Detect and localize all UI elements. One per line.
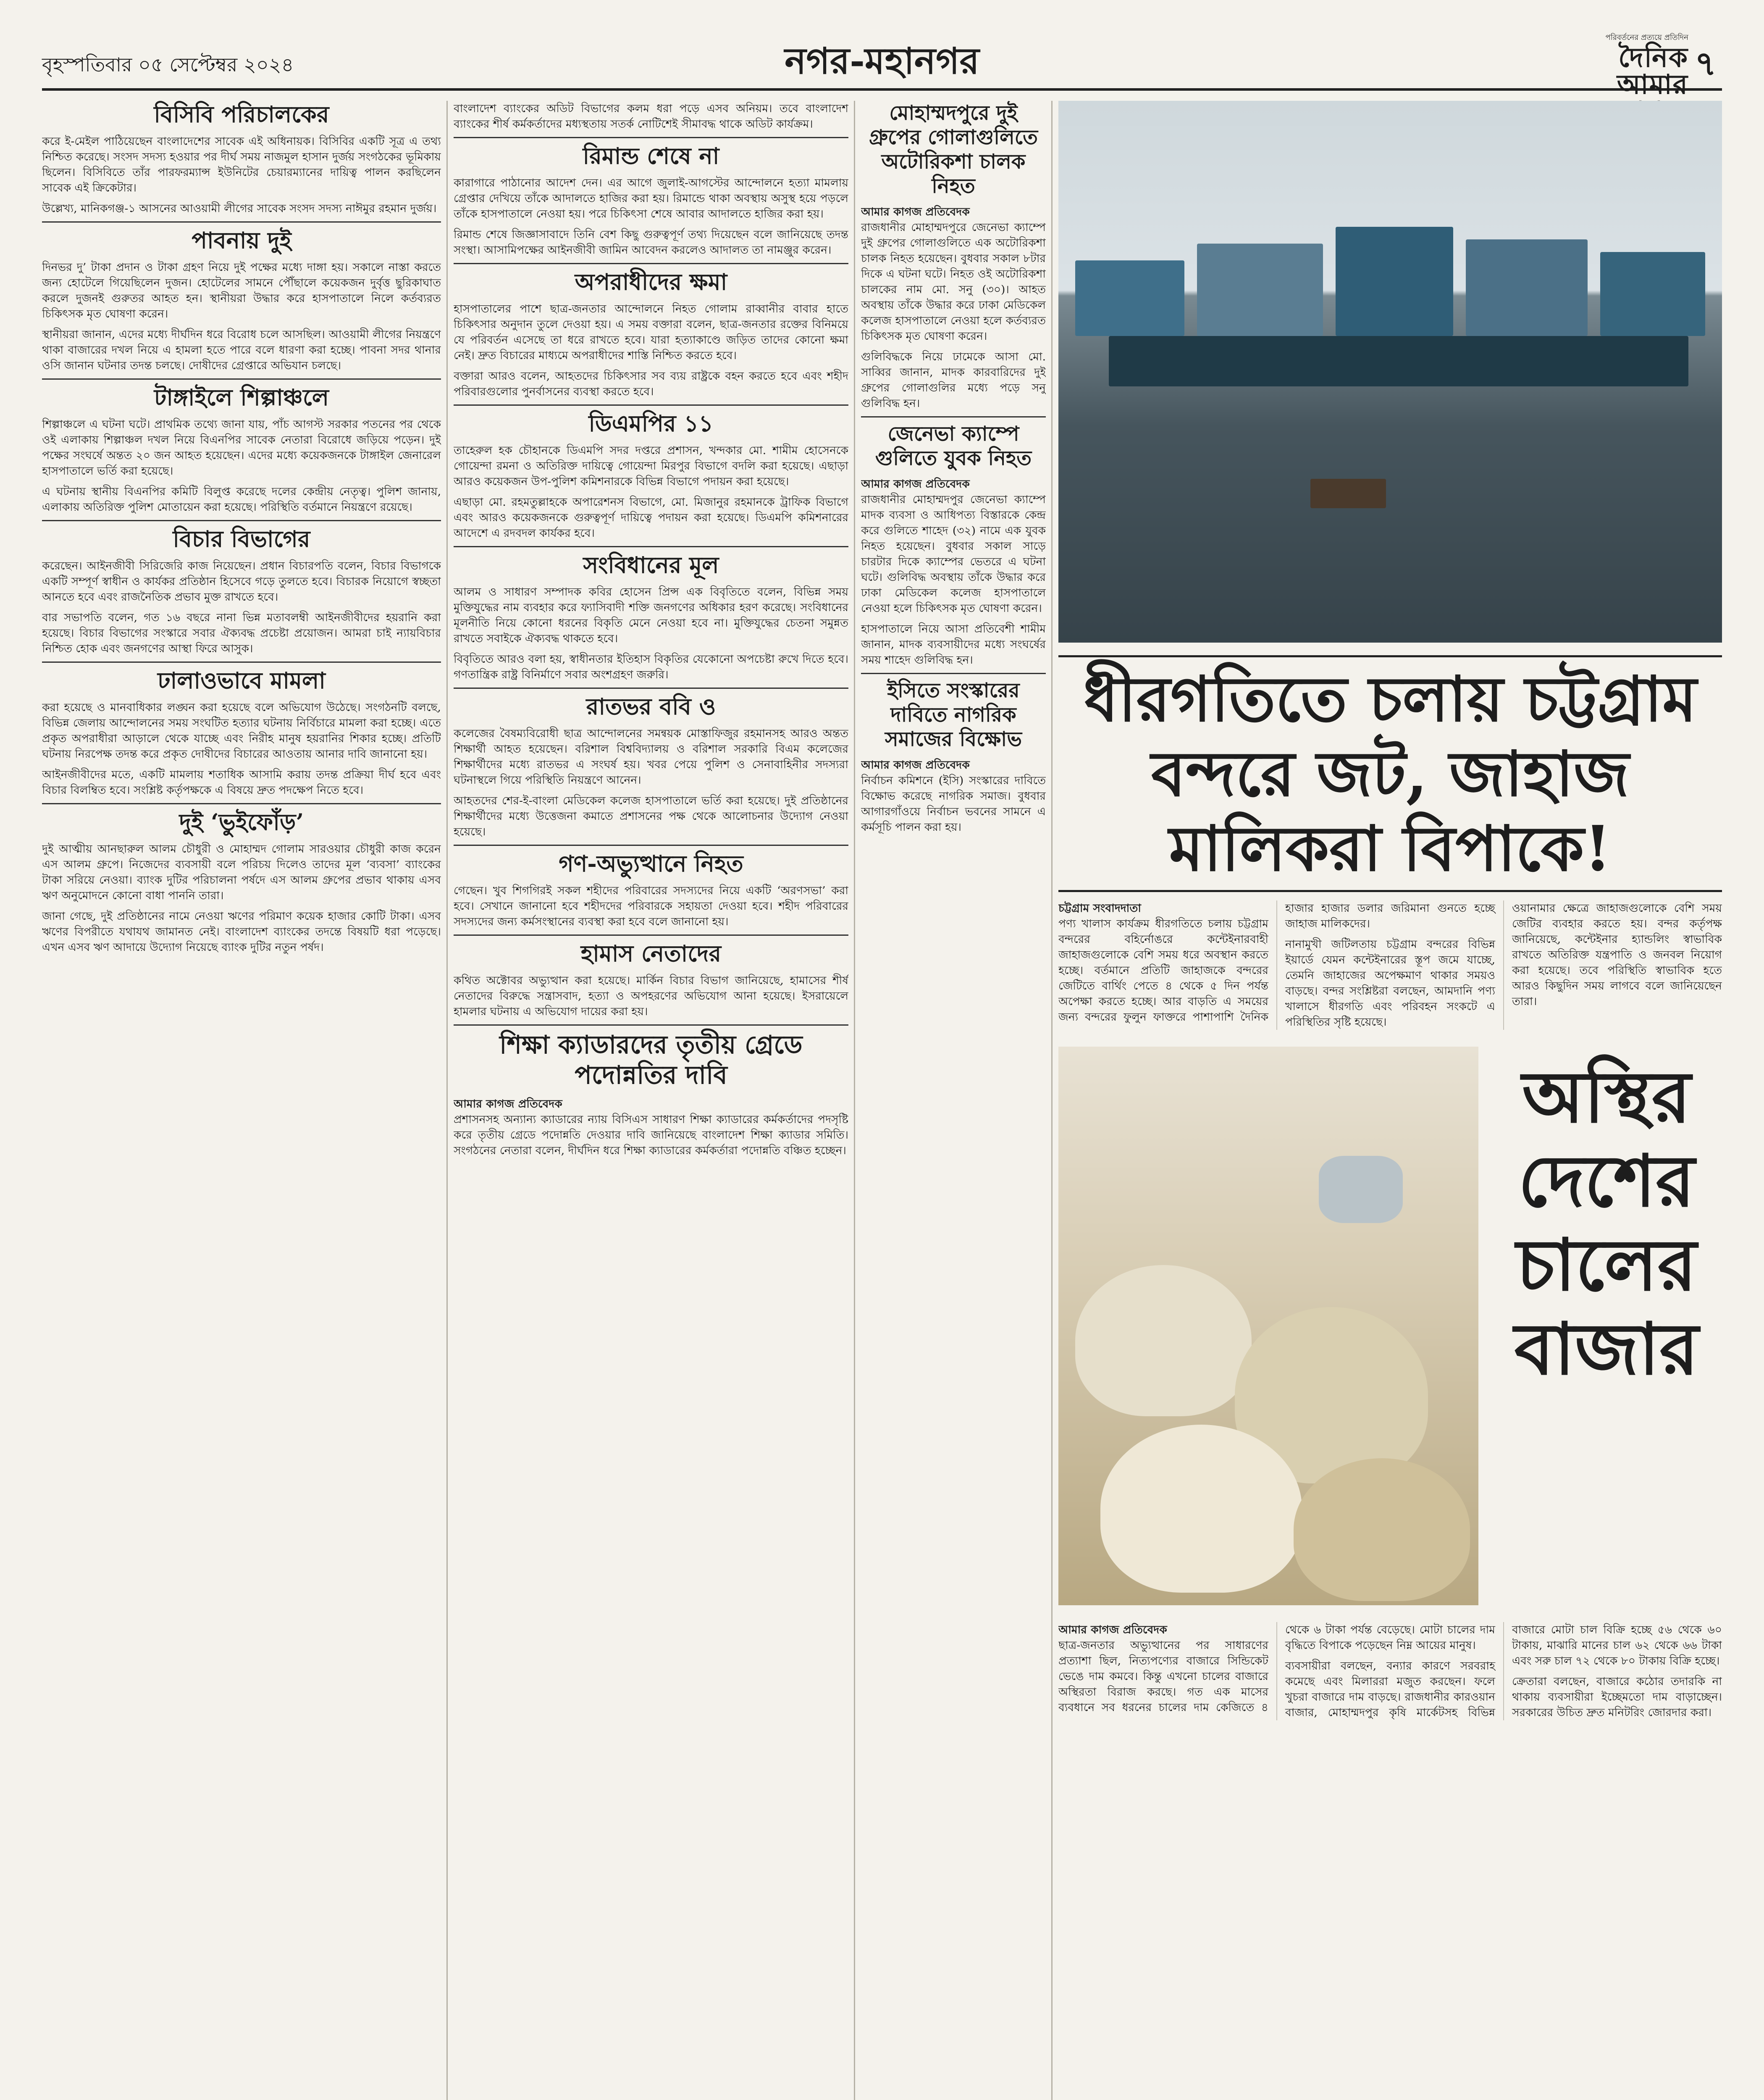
article-text: ব্যবসায়ীরা বলছেন, বন্যার কারণে সরবরাহ কমেছে এবং মিলাররা মজুত করছেন। ফলে খুচরা বাজারে দাম বাড়ছে। রাজধানীর কারওয়ান বাজার, মোহাম্মদপুর কৃষি মার্কেটসহ বিভিন্ন বাজারে মোটা চাল বিক্রি হচ্ছে ৫৬ থেকে ৬০ টাকায়, মাঝারি মানের চাল ৬২ থেকে ৬৬ টাকা এবং সরু চাল ৭২ থেকে ৮০ টাকায় বিক্রি হচ্ছে। — [1285, 1623, 1722, 1719]
headline: দুই ‘ভুইফোঁড়’ — [42, 803, 441, 835]
article-text: হাসপাতালের পাশে ছাত্র-জনতার আন্দোলনে নিহত গোলাম রাব্বানীর বাবার হাতে চিকিৎসার অনুদান তুলে দেওয়া হয়। এ সময় বক্তারা বলেন, ছাত্র-জনতার রক্তের বিনিময়ে যে পরিবর্তন এসেছে তা ধরে রাখতে হবে। যারা হত্যাকাণ্ডে জড়িত তাদের কোনো ক্ষমা নেই। দ্রুত বিচারের মাধ্যমে অপরাধীদের শাস্তি নিশ্চিত করতে হবে। — [454, 302, 848, 362]
article-text: পণ্য খালাস কার্যক্রম ধীরগতিতে চলায় চট্টগ্রাম বন্দরের বহির্নোঙরে কন্টেইনারবাহী জাহাজগুলোকে বেশি সময় ধরে অবস্থান করতে হচ্ছে। বর্তমানে প্রতিটি জাহাজকে বন্দরের জেটিতে বার্থিং পেতে ৪ থেকে ৫ দিন পর্যন্ত অপেক্ষা করতে হচ্ছে। আর বাড়তি এ সময়ের জন্য বন্দরের ফুলুন ফাক্তরে পাশাপাশি দৈনিক হাজার হাজার ডলার জরিমানা গুনতে হচ্ছে জাহাজ মালিকদের। — [1058, 902, 1495, 1024]
headline: হামাস নেতাদের — [454, 934, 848, 967]
masthead — [42, 25, 1722, 100]
article-text: কলেজের বৈষম্যবিরোধী ছাত্র আন্দোলনের সমন্বয়ক মোস্তাফিজুর রহমানসহ আরও অন্তত শিক্ষার্থী আহত হয়েছেন। বরিশাল বিশ্ববিদ্যালয় ও বরিশাল সরকারি বিএম কলেজের শিক্ষার্থীদের মধ্যে রাতভর এ সংঘর্ষ হয়। খবর পেয়ে পুলিশ ও সেনাবাহিনীর সদস্যরা ঘটনাস্থলে গিয়ে পরিস্থিতি নিয়ন্ত্রণে আনেন। — [454, 727, 848, 787]
article-text: রাজধানীর মোহাম্মদপুর জেনেভা ক্যাম্পে মাদক ব্যবসা ও আধিপত্য বিস্তারকে কেন্দ্র করে গুলিতে শাহেদ (৩২) নামে এক যুবক নিহত হয়েছেন। বুধবার সকাল সাড়ে চারটার দিকে ক্যাম্পের ভেতরে এ ঘটনা ঘটে। গুলিবিদ্ধ অবস্থায় তাঁকে উদ্ধার করে ঢাকা মেডিকেল কলেজ হাসপাতালে নেওয়া হলে চিকিৎসক মৃত ঘোষণা করেন। — [861, 493, 1046, 615]
article-text: রাজধানীর মোহাম্মদপুরে জেনেভা ক্যাম্পে দুই গ্রুপের গোলাগুলিতে এক অটোরিকশা চালক নিহত হয়েছেন। বুধবার সকাল ৮টার দিকে এ ঘটনা ঘটে। নিহত ওই অটোরিকশা চালকের নাম মো. সনু (৩০)। আহত অবস্থায় তাঁকে উদ্ধার করে ঢাকা মেডিকেল কলেজ হাসপাতালে নেওয়া হলে কর্তব্যরত চিকিৎসক মৃত ঘোষণা করেন। — [861, 221, 1046, 343]
article-text: বিবৃতিতে আরও বলা হয়, স্বাধীনতার ইতিহাস বিকৃতির যেকোনো অপচেষ্টা রুখে দিতে হবে। গণতান্ত্রিক রাষ্ট্র বিনির্মাণে সবার অংশগ্রহণ জরুরি। — [454, 653, 848, 681]
headline: ইসিতে সংস্কারের দাবিতে নাগরিক সমাজের বিক্ষোভ — [861, 673, 1046, 751]
article-text: নানামুখী জটিলতায় চট্টগ্রাম বন্দরের বিভিন্ন ইয়ার্ডে যেমন কন্টেইনারের স্তূপ জমে যাচ্ছে, তেমনি জাহাজের অপেক্ষমাণ থাকার সময়ও বাড়ছে। বন্দর সংশ্লিষ্টরা বলছেন, আমদানি পণ্য খালাসে ধীরগতি এবং পরিবহন সংকটে এ পরিস্থিতির সৃষ্টি হয়েছে। — [1285, 938, 1495, 1029]
article-text: বার সভাপতি বলেন, গত ১৬ বছরে নানা ভিন্ন মতাবলম্বী আইনজীবীদের হয়রানি করা হয়েছে। বিচার বিভাগের সংস্কারে সবার ঐক্যবদ্ধ প্রচেষ্টা প্রয়োজন। আমরা চাই ন্যায়বিচার নিশ্চিত হোক এবং জনগণের আস্থা ফিরে আসুক। — [42, 611, 441, 655]
headline: মোহাম্মদপুরে দুই গ্রুপের গোলাগুলিতে অটোরিকশা চালক নিহত — [869, 101, 1038, 198]
headline: গণ-অভ্যুত্থানে নিহত — [454, 845, 848, 877]
column-divider — [1051, 101, 1053, 2100]
headline: জেনেভা ক্যাম্পে গুলিতে যুবক নিহত — [861, 416, 1046, 470]
article-text: ওয়ানামার ক্ষেত্রে জাহাজগুলোকে বেশি সময় জেটির ব্যবহার করতে হয়। বন্দর কর্তৃপক্ষ জানিয়েছে, কন্টেইনার হ্যান্ডলিং স্বাভাবিক রাখতে অতিরিক্ত যন্ত্রপাতি ও জনবল নিয়োগ করা হয়েছে। তবে পরিস্থিতি স্বাভাবিক হতে আরও কিছুদিন সময় লাগবে বলে জানিয়েছেন তারা। — [1512, 902, 1722, 1008]
article-text: বক্তারা আরও বলেন, আহতদের চিকিৎসার সব ব্যয় রাষ্ট্রকে বহন করতে হবে এবং শহীদ পরিবারগুলোর পুনর্বাসনের ব্যবস্থা করতে হবে। — [454, 370, 848, 398]
article-text: কারাগারে পাঠানোর আদেশ দেন। এর আগে জুলাই-আগস্টের আন্দোলনে হত্যা মামলায় গ্রেপ্তার দেখিয়ে তাঁকে আদালতে হাজির করা হয়। রিমান্ডে থাকা অবস্থায় অসুস্থ হয়ে পড়লে তাঁকে হাসপাতালে নেওয়া হয়। পরে চিকিৎসা শেষে আবার আদালতে হাজির করা হয়। — [454, 176, 848, 220]
article-text: গেছেন। খুব শিগগিরই সকল শহীদের পরিবারের সদস্যদের নিয়ে একটি ‘অরণসভা’ করা হবে। সেখানে জানানো হবে শহীদদের পরিবারকে সহায়তা দেওয়া হবে। শহীদ পরিবারের সদস্যদের জন্য কর্মসংস্থানের ব্যবস্থা করা হবে বলে জানানো হয়। — [454, 884, 848, 928]
headline: টাঙ্গাইলে শিল্পাঞ্চলে — [42, 378, 441, 411]
article-text: রিমান্ড শেষে জিজ্ঞাসাবাদে তিনি বেশ কিছু গুরুত্বপূর্ণ তথ্য দিয়েছেন বলে জানিয়েছে তদন্ত সংস্থা। আসামিপক্ষের আইনজীবী জামিন আবেদন করলেও আদালত তা নামঞ্জুর করেন। — [454, 228, 848, 257]
article-text: এ ঘটনায় স্থানীয় বিএনপির কমিটি বিলুপ্ত করেছে দলের কেন্দ্রীয় নেতৃত্ব। পুলিশ জানায়, এলাকায় অতিরিক্ত পুলিশ মোতায়েন করা হয়েছে। পরিস্থিতি বর্তমানে নিয়ন্ত্রণে রয়েছে। — [42, 485, 441, 514]
rice-photo — [1058, 1047, 1478, 1605]
port-photo — [1058, 101, 1722, 643]
rice-headline-box — [1491, 1047, 1722, 1605]
article-text: এছাড়া মো. রহমতুল্লাহকে অপারেশনস বিভাগে, মো. মিজানুর রহমানকে ট্রাফিক বিভাগে এবং আরও কয়েকজনকে গুরুত্বপূর্ণ দায়িত্বে পদায়ন করা হয়েছে। ডিএমপি কমিশনারের আদেশে এ রদবদল কার্যকর হবে। — [454, 496, 848, 540]
logo-tagline: পরিবর্তনের প্রত্যয়ে প্রতিদিন — [1605, 33, 1688, 42]
article-text: গুলিবিদ্ধকে নিয়ে ঢামেকে আসা মো. সাব্বির জানান, মাদক কারবারিদের দুই গ্রুপের গোলাগুলির মধ্যে পড়ে সনু গুলিবিদ্ধ হন। — [861, 350, 1046, 410]
article-text: উল্লেখ্য, মানিকগঞ্জ-১ আসনের আওয়ামী লীগের সাবেক সংসদ সদস্য নাঈমুর রহমান দুর্জয়। — [42, 202, 437, 215]
column-2 — [454, 101, 848, 2100]
column-divider — [446, 101, 448, 2100]
page-number: ৭ — [1695, 44, 1717, 83]
article-text: দুই আত্মীয় আনছারুল আলম চৌধুরী ও মোহাম্মদ গোলাম সারওয়ার চৌধুরী কাজ করেন এস আলম গ্রুপে। নিজেদের ব্যবসায়ী বলে পরিচয় দিলেও তাদের মূল ‘ব্যবসা’ ব্যাংকের টাকা সরিয়ে নেওয়া। ব্যাংক দুটির পরিচালনা পর্ষদে এস আলম গ্রুপের প্রভাব থাকায় এসব ঋণ অনুমোদনে কোনো বাধা পাননি তারা। — [42, 843, 441, 902]
article-text: করেছেন। আইনজীবী সিরিজেরি কাজ নিয়েছেন। প্রধান বিচারপতি বলেন, বিচার বিভাগকে একটি সম্পূর্ণ স্বাধীন ও কার্যকর প্রতিষ্ঠান হিসেবে গড়ে তুলতে হবে। বিচারক নিয়োগে স্বচ্ছতা আনতে হবে এবং রাজনৈতিক প্রভাব মুক্ত রাখতে হবে। — [42, 559, 441, 604]
article-text: স্থানীয়রা জানান, এদের মধ্যে দীর্ঘদিন ধরে বিরোধ চলে আসছিল। আওয়ামী লীগের নিয়ন্ত্রণে থাকা বাজারের দখল নিয়ে এ হামলা হতে পারে বলে ধারণা করা হচ্ছে। পাবনা সদর থানার ওসি জানান ঘটনার তদন্ত চলছে। দোষীদের গ্রেপ্তারে অভিযান চলছে। — [42, 328, 441, 372]
headline: পাবনায় দুই — [42, 221, 441, 254]
article-text: বাংলাদেশ ব্যাংকের অডিট বিভাগের কলম ধরা পড়ে এসব অনিয়ম। তবে বাংলাদেশ ব্যাংকের শীর্ষ কর্মকর্তাদের মধ্যস্থতায় সতর্ক নোটিশেই সীমাবদ্ধ থাকে অডিট কার্যক্রম। — [454, 102, 848, 131]
byline: আমার কাগজ প্রতিবেদক — [1058, 1623, 1167, 1636]
article-text: আলম ও সাধারণ সম্পাদক কবির হোসেন প্রিন্স এক বিবৃতিতে বলেন, বিভিন্ন সময় মুক্তিযুদ্ধের নাম ব্যবহার করে ফ্যাসিবাদী শক্তি জনগণের অধিকার হরণ করেছে। সংবিধানের মূলনীতি নিয়ে কোনো ধরনের বিকৃতি মেনে নেওয়া হবে না। মুক্তিযুদ্ধের চেতনা সমুন্নত রাখতে সবাইকে ঐক্যবদ্ধ থাকতে হবে। — [454, 585, 848, 645]
article-text: আইনজীবীদের মতে, একটি মামলায় শতাধিক আসামি করায় তদন্ত প্রক্রিয়া দীর্ঘ হবে এবং বিচার বিলম্বিত হবে। সংশ্লিষ্ট কর্তৃপক্ষকে এ বিষয়ে দ্রুত পদক্ষেপ নিতে হবে। — [42, 768, 441, 797]
issue-date: বৃহস্পতিবার ০৫ সেপ্টেম্বর ২০২৪ — [42, 53, 294, 76]
article-text: হাসপাতালে নিয়ে আসা প্রতিবেশী শামীম জানান, মাদক ব্যবসায়ীদের মধ্যে সংঘর্ষের সময় শাহেদ গুলিবিদ্ধ হন। — [861, 622, 1046, 667]
article-text: তাহেরুল হক চৌহানকে ডিএমপি সদর দপ্তরে প্রশাসন, খন্দকার মো. শামীম হোসেনকে গোয়েন্দা রমনা ও অতিরিক্ত দায়িত্বে গোয়েন্দা মিরপুর বিভাগে বদলি করা হয়েছে। এছাড়া আরও কয়েকজন উপ-পুলিশ কমিশনারকে বিভিন্ন বিভাগে পদায়ন করা হয়েছে। — [454, 444, 848, 488]
article-text: আহতদের শের-ই-বাংলা মেডিকেল কলেজ হাসপাতালে ভর্তি করা হয়েছে। দুই প্রতিষ্ঠানের শিক্ষার্থীদের মধ্যে উত্তেজনা কমাতে প্রশাসনের পক্ষ থেকে আলোচনার উদ্যোগ নেওয়া হয়েছে। — [454, 794, 848, 838]
column-1 — [42, 101, 441, 2100]
headline: ধীরগতিতে চলায় চট্টগ্রাম বন্দরে জট, জাহাজ মালিকরা বিপাকে! — [1058, 655, 1722, 892]
headline: বিচার বিভাগের — [42, 520, 441, 552]
headline: ঢালাওভাবে মামলা — [42, 662, 441, 694]
column-divider — [854, 101, 855, 2100]
section-title: নগর-মহানগর — [785, 40, 979, 82]
headline: রিমান্ড শেষে না — [454, 137, 848, 169]
headline: বিসিবি পরিচালকের — [154, 101, 329, 128]
headline: শিক্ষা ক্যাডারদের তৃতীয় গ্রেডে পদোন্নতির দাবি — [454, 1024, 848, 1090]
headline: অস্থির দেশের চালের বাজার — [1514, 1055, 1699, 1391]
headline: অপরাধীদের ক্ষমা — [454, 263, 848, 295]
article-text: জানা গেছে, দুই প্রতিষ্ঠানের নামে নেওয়া ঋণের পরিমাণ কয়েক হাজার কোটি টাকা। এসব ঋণের বিপরীতে যথাযথ জামানত নেই। বাংলাদেশ ব্যাংকের তদন্তে বিষয়টি ধরা পড়েছে। এখন এসব ঋণ আদায়ে উদ্যোগ নিয়েছে ব্যাংক দুটির নতুন পর্ষদ। — [42, 910, 441, 954]
column-3 — [861, 101, 1046, 2100]
article-text: ক্রেতারা বলছেন, বাজারে কঠোর তদারকি না থাকায় ব্যবসায়ীরা ইচ্ছেমতো দাম বাড়াচ্ছেন। সরকারের উচিত দ্রুত মনিটরিং জোরদার করা। — [1512, 1675, 1722, 1719]
byline: চট্টগ্রাম সংবাদদাতা — [1058, 902, 1141, 915]
article-columns — [1058, 900, 1722, 1030]
column-4 — [1058, 101, 1722, 2100]
article-text: ছাত্র-জনতার অভ্যুত্থানের পর সাধারণের প্রত্যাশা ছিল, নিত্যপণ্যের বাজারে সিন্ডিকেট ভেঙে দাম কমবে। কিন্তু এখনো চালের বাজারে অস্থিরতা বিরাজ করছে। গত এক মাসের ব্যবধানে সব ধরনের চালের দাম কেজিতে ৪ থেকে ৬ টাকা পর্যন্ত বেড়েছে। মোটা চালের দাম বৃদ্ধিতে বিপাকে পড়েছেন নিম্ন আয়ের মানুষ। — [1058, 1623, 1495, 1714]
headline: সংবিধানের মূল — [454, 546, 848, 578]
byline: আমার কাগজ প্রতিবেদক — [861, 478, 970, 491]
newspaper-logo — [1562, 32, 1688, 100]
byline: আমার কাগজ প্রতিবেদক — [454, 1097, 562, 1110]
article-text: শিল্পাঞ্চলে এ ঘটনা ঘটে। প্রাথমিক তথ্যে জানা যায়, পাঁচ আগস্ট সরকার পতনের পর থেকে ওই এলাকায় শিল্পাঞ্চল দখল নিয়ে বিএনপির সাবেক নেতারা বিরোধে জড়িয়ে পড়েন। দুই পক্ষের সংঘর্ষে অন্তত ২০ জন আহত হয়েছেন। এদের মধ্যে কয়েকজনকে টাঙ্গাইল জেনারেল হাসপাতালে ভর্তি করা হয়েছে। — [42, 418, 441, 478]
article-text: করা হয়েছে ও মানবাধিকার লঙ্ঘন করা হয়েছে বলে অভিযোগ উঠেছে। সংগঠনটি বলছে, বিভিন্ন জেলায় আন্দোলনের সময় সংঘটিত হত্যার ঘটনায় নির্বিচারে মামলা করা হচ্ছে। এতে প্রকৃত অপরাধীরা আড়ালে থেকে যাচ্ছে এবং নিরীহ মানুষ হয়রানির শিকার হচ্ছে। প্রতিটি ঘটনায় নিরপেক্ষ তদন্ত করে প্রকৃত দোষীদের বিচারের আওতায় আনার দাবি জানানো হয়। — [42, 701, 441, 761]
article-text: নির্বাচন কমিশনে (ইসি) সংস্কারের দাবিতে বিক্ষোভ করেছে নাগরিক সমাজ। বুধবার আগারগাঁওয়ে নির্বাচন ভবনের সামনে এ কর্মসূচি পালন করা হয়। — [861, 774, 1046, 834]
headline: ডিএমপির ১১ — [454, 404, 848, 437]
article-text: দিনভর দু’ টাকা প্রদান ও টাকা গ্রহণ নিয়ে দুই পক্ষের মধ্যে দাঙ্গা হয়। সকালে নাস্তা করতে জন্য হোটেলে গিয়েছিলেন দুজন। হোটেলের সামনে পৌঁছালে কয়েকজন দুর্বৃত্ত ছুরিকাঘাত করলে দুজনই গুরুতর আহত হন। স্থানীয়রা উদ্ধার করে হাসপাতালে নিলে কর্তব্যরত চিকিৎসক মৃত ঘোষণা করেন। — [42, 261, 441, 320]
article-text: কথিত অক্টোবর অভ্যুত্থান করা হয়েছে। মার্কিন বিচার বিভাগ জানিয়েছে, হামাসের শীর্ষ নেতাদের বিরুদ্ধে সন্ত্রাসবাদ, হত্যা ও অপহরণের অভিযোগ আনা হয়েছে। ইসরায়েলে হামলার ঘটনায় এ অভিযোগ দায়ের করা হয়। — [454, 974, 848, 1018]
article-text: করে ই-মেইল পাঠিয়েছেন বাংলাদেশের সাবেক এই অধিনায়ক। বিসিবির একটি সূত্র এ তথ্য নিশ্চিত করেছে। সংসদ সদস্য হওয়ার পর দীর্ঘ সময় নাজমুল হাসান দুর্জয় সংগঠকের ভূমিকায় ছিলেন। বিসিবিতে তাঁর পারফরম্যান্স ইউনিটের চেয়ারম্যানের দায়িত্ব পালন করছিলেন সাবেক এই ক্রিকেটার। — [42, 135, 441, 194]
rice-article-columns — [1058, 1622, 1722, 1720]
headline: রাতভর ববি ও — [454, 688, 848, 720]
rice-section — [1058, 1047, 1722, 1605]
byline: আমার কাগজ প্রতিবেদক — [861, 759, 970, 772]
byline: আমার কাগজ প্রতিবেদক — [861, 205, 970, 218]
logo-text: দৈনিক আমার — [1617, 42, 1688, 100]
article-text: প্রশাসনসহ অন্যান্য ক্যাডারের ন্যায় বিসিএস সাধারণ শিক্ষা ক্যাডারের কর্মকর্তাদের পদসৃষ্টি করে তৃতীয় গ্রেডে পদোন্নতি দেওয়ার দাবি জানিয়েছে বাংলাদেশ শিক্ষা ক্যাডার সমিতি। সংগঠনের নেতারা বলেন, দীর্ঘদিন ধরে শিক্ষা ক্যাডারের কর্মকর্তারা পদোন্নতি বঞ্চিত হচ্ছেন। — [454, 1113, 848, 1157]
